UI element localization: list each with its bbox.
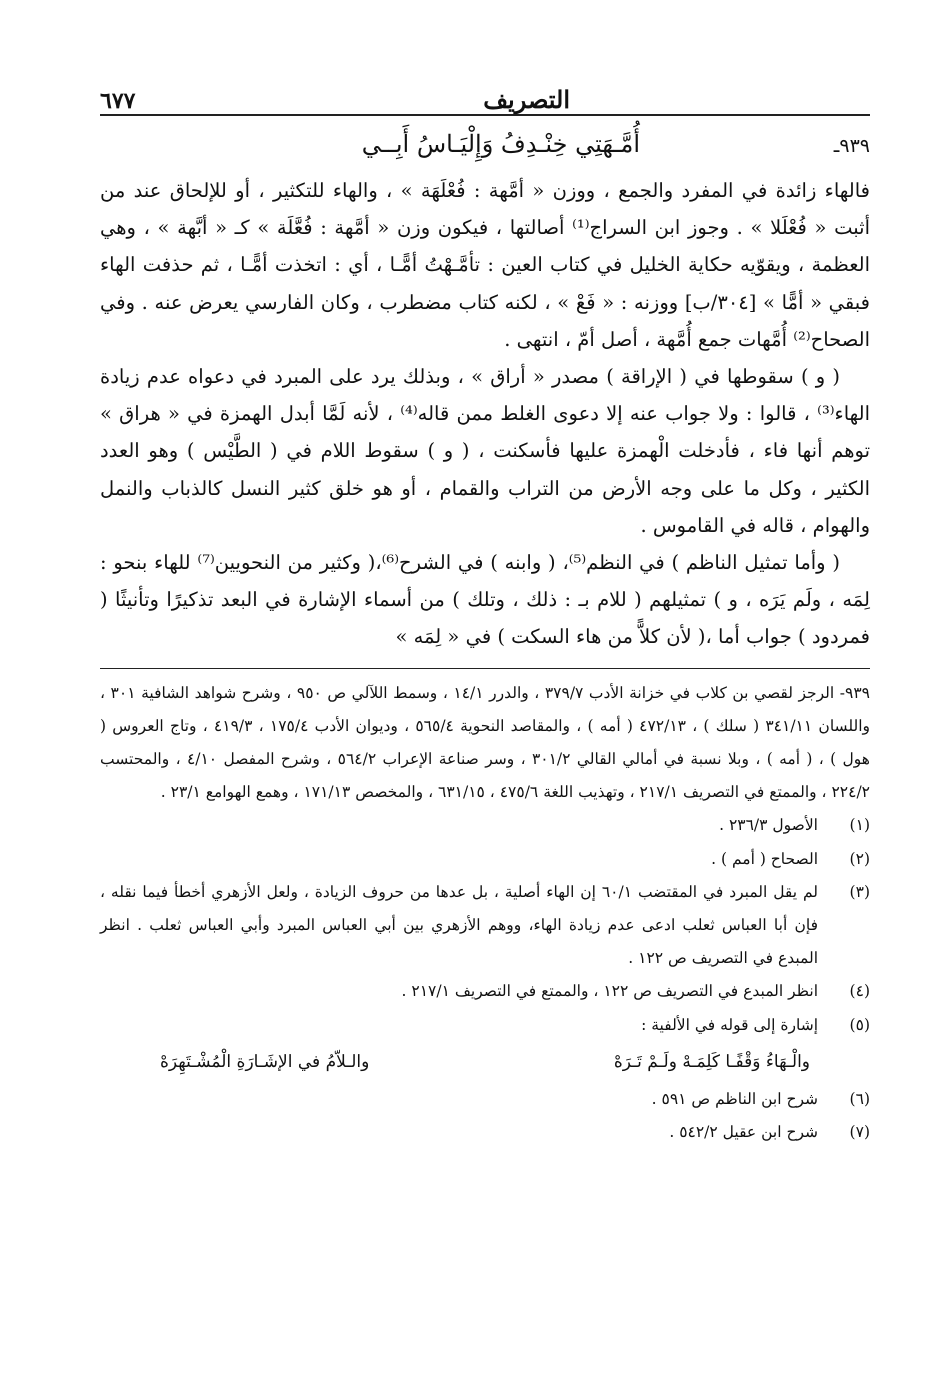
footnote-text: شرح ابن عقيل ٥٤٢/٢ . [669, 1123, 818, 1142]
footnote-separator [100, 668, 870, 669]
footnote-text: إشارة إلى قوله في الألفية : [641, 1015, 818, 1034]
paragraph-2: ( و ) سقوطها في ( الإراقة ) مصدر « أراق » ، وبذلك يرد على المبرد في دعواه عدم زيادة الهاء⁽³⁾ ، قالوا : ولا جواب عنه إلا دعوى الغلط ممن قاله⁽⁴⁾ ، لأنه لَمَّا أبدل الهمزة في « هراق » توهم أنها فاء ، فأدخلت الْهمزة عليها فأسكنت ، ( و ) سقوط اللام في ( الطَّيْس ) وهو العدد الكثير ، وكل ما على وجه الأرض من التراب والقمام ، أو هو خلق كثير النسل كالذباب والنمل والهوام ، قاله في القاموس . [100, 365, 871, 537]
document-page [100, 70, 870, 1149]
footnote-text: الصحاح ( أمم ) . [711, 849, 818, 868]
footnote [100, 1083, 870, 1116]
footnote-number: (٧) [849, 1123, 870, 1142]
footnote [100, 809, 870, 842]
verse-hemistich-left: والـلاّمُ في الإشَـارَةِ الْمُشْـتَهِرَهْ [160, 1051, 370, 1072]
footnote [100, 843, 870, 876]
footnote-text: انظر المبدع في التصريف ص ١٢٢ ، والممتع في التصريف ٢١٧/١ . [401, 982, 818, 1001]
verse-hemistich-right: والْـهَاءُ وَقْفًـا كَلِمَـهْ ولَـمْ تَـرَهْ [613, 1051, 810, 1072]
paragraph-3: ( وأما تمثيل الناظم ) في النظم⁽⁵⁾، ( وابنه ) في الشرح⁽⁶⁾،( وكثير من النحويين⁽⁷⁾ للهاء بنحو : لِمَه ، ولَم يَرَه ، و ) تمثيلهم ( للام بـ : ذلك ، وتلك ) من أسماء الإشارة في البعد تذكيرًا وتأنيثًا ( فمردود ) جواب أما ،( لأن كلاًّ من هاء السكت ) في « لِمَه » [100, 551, 870, 649]
footnote-number: (١) [849, 816, 870, 835]
verse-number: ٩٣٩ـ [833, 135, 870, 157]
page-header [100, 70, 870, 116]
main-text [100, 172, 870, 656]
verse-text: أُمَّـهَتِي خِنْـدِفُ وَإِلْيَـاسُ أَبِــي [361, 130, 640, 158]
footnote-text: لم يقل المبرد في المقتضب ٦٠/١ إن الهاء أصلية ، بل عدها من حروف الزيادة ، ولعل الأزهري أخطأ فيما نقله ، فإن أبا العباس ثعلب ادعى عدم زيادة الهاء، ووهم الأزهري بين أبي العباس المبرد وأبي العباس ثعلب . انظر المبدع في التصريف ص ١٢٢ . [100, 882, 818, 968]
footnote-text: شرح ابن الناظم ص ٥٩١ . [651, 1090, 818, 1109]
page-number: ٦٧٧ [100, 88, 136, 114]
verse-footnote: ٩٣٩- الرجز لقصي بن كلاب في خزانة الأدب ٣٧٩/٧ ، والدرر ١٤/١ ، وسمط اللآلي ص ٩٥٠ ، وشرح شواهد الشافية ٣٠١ ، واللسان ٣٤١/١١ ( سلك ) ، ٤٧٢/١٣ ( أمه ) ، والمقاصد النحوية ٥٦٥/٤ ، وديوان الأدب ١٧٥/٤ ، ٤١٩/٣ ، وتاج العروس ( هول ) ، ( أمه ) ، وبلا نسبة في أمالي القالي ٣٠١/٢ ، وسر صناعة الإعراب ٥٦٤/٢ ، وشرح المفصل ٤/١٠ ، والمحتسب ٢٢٤/٢ ، والممتع في التصريف ٢١٧/١ ، وتهذيب اللغة ٤٧٥/٦ ، ٦٣١/١٥ ، والمخصص ١٧١/١٣ ، وهمع الهوامع ٢٣/١ . [100, 683, 871, 802]
footnote [100, 1116, 870, 1149]
footnote [100, 975, 870, 1008]
verse-line [100, 130, 870, 168]
footnote-number: (٥) [849, 1015, 870, 1034]
footnote-number: (٢) [849, 849, 870, 868]
footnote-text: الأصول ٢٣٦/٣ . [719, 816, 818, 835]
alfiya-verse [100, 1046, 870, 1079]
footnote [100, 876, 870, 976]
footnotes [100, 677, 870, 1150]
footnote-number: (٤) [849, 982, 870, 1001]
chapter-title: التصريف [483, 85, 570, 114]
footnote-number: (٦) [849, 1090, 870, 1109]
paragraph-1: فالهاء زائدة في المفرد والجمع ، ووزن « أمَّهة : فُعْلَهَة » ، والهاء للتكثير ، أو للإلحاق عند من أثبت « فُعْلَلا » . وجوز ابن السراج⁽¹⁾ أصالتها ، فيكون وزن « أمَّهة : فُعَّلَة » كـ « أبَّهة » ، وهي العظمة ، ويقوّيه حكاية الخليل في كتاب العين : تأمَّـهْتُ أمًّـا ، أي : اتخذت أمًّـا ، ثم حذفت الهاء فبقي « أمًّا » [٣٠٤/ب] ووزنه : « فَعْ » ، لكنه كتاب مضطرب ، وكان الفارسي يعرض عنه . وفي الصحاح⁽²⁾ أُمَّهات جمع أُمَّهة ، أصل أمّ ، انتهى . [100, 179, 871, 351]
footnote [100, 1009, 870, 1042]
footnote-number: (٣) [849, 882, 870, 901]
